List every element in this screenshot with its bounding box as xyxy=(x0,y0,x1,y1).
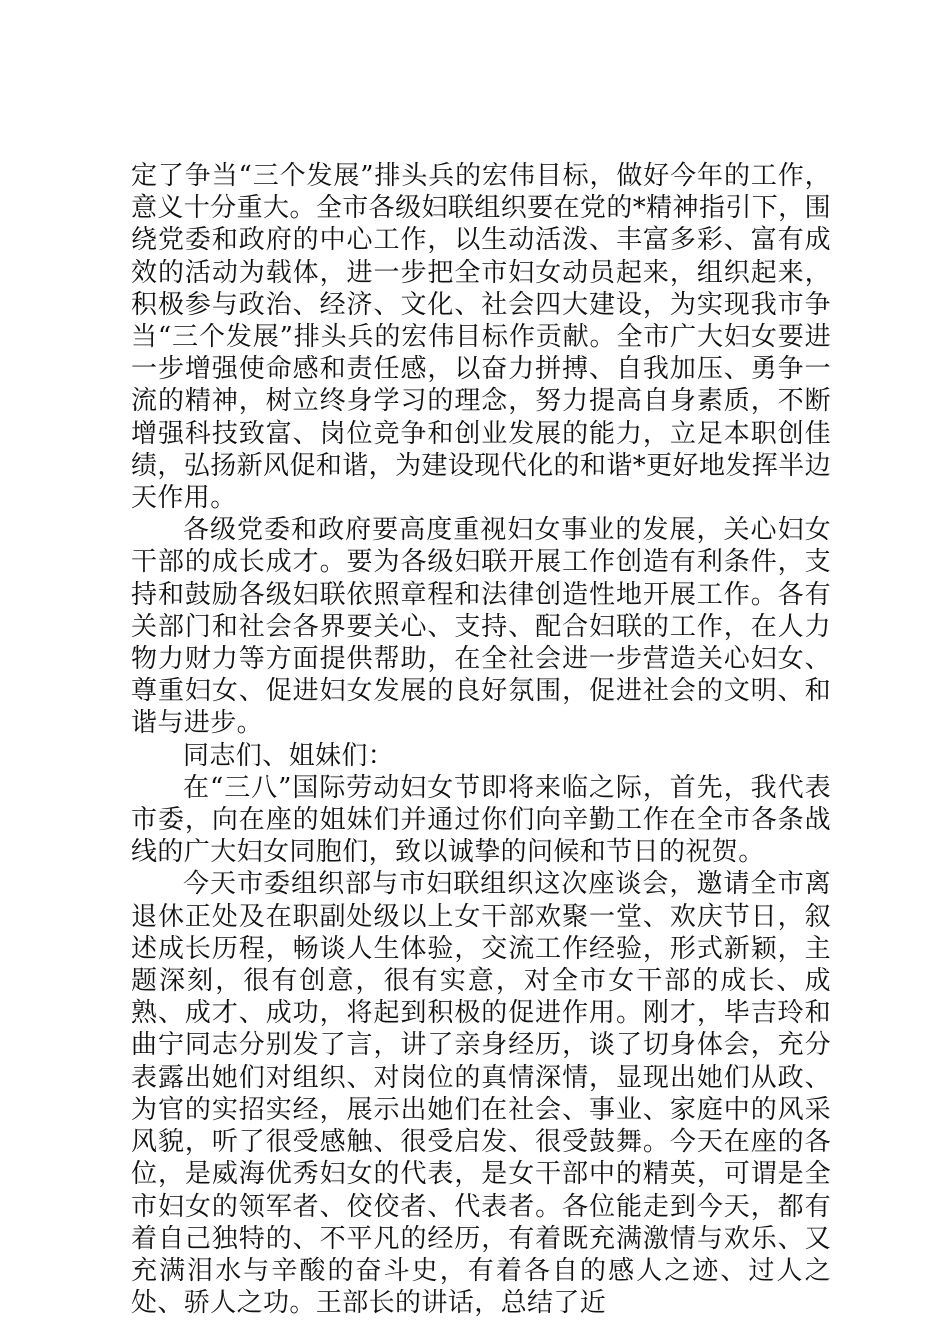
paragraph-3: 在“三八”国际劳动妇女节即将来临之际，首先，我代表市委，向在座的姐妹们并通过你们向辛勤工作在全市各条战线的广大妇女同胞们，致以诚挚的问候和节日的祝贺。 xyxy=(131,772,831,868)
document-body xyxy=(131,160,831,1319)
paragraph-4: 今天市委组织部与市妇联组织这次座谈会，邀请全市离退休正处及在职副处级以上女干部欢聚一堂、欢庆节日，叙述成长历程，畅谈人生体验，交流工作经验，形式新颖，主题深刻，很有创意，很有实意，对全市女干部的成长、成熟、成才、成功，将起到积极的促进作用。刚才，毕吉玲和曲宁同志分别发了言，讲了亲身经历，谈了切身体会，充分表露出她们对组织、对岗位的真情深情，显现出她们从政、为官的实招实经，展示出她们在社会、事业、家庭中的风采风貌，听了很受感触、很受启发、很受鼓舞。今天在座的各位，是威海优秀妇女的代表，是女干部中的精英，可谓是全市妇女的领军者、佼佼者、代表者。各位能走到今天，都有着自己独特的、不平凡的经历，有着既充满激情与欢乐、又充满泪水与辛酸的奋斗史，有着各自的感人之迹、过人之处、骄人之功。王部长的讲话，总结了近 xyxy=(131,869,831,1319)
paragraph-2: 各级党委和政府要高度重视妇女事业的发展，关心妇女干部的成长成才。要为各级妇联开展工作创造有利条件，支持和鼓励各级妇联依照章程和法律创造性地开展工作。各有关部门和社会各界要关心、支持、配合妇联的工作，在人力物力财力等方面提供帮助，在全社会进一步营造关心妇女、尊重妇女、促进妇女发展的良好氛围，促进社会的文明、和谐与进步。 xyxy=(131,515,831,739)
salutation: 同志们、姐妹们： xyxy=(183,740,395,771)
paragraph-1: 定了争当“三个发展”排头兵的宏伟目标，做好今年的工作，意义十分重大。全市各级妇联组织要在党的*精神指引下，围绕党委和政府的中心工作，以生动活泼、丰富多彩、富有成效的活动为载体，进一步把全市妇女动员起来，组织起来，积极参与政治、经济、文化、社会四大建设，为实现我市争当“三个发展”排头兵的宏伟目标作贡献。全市广大妇女要进一步增强使命感和责任感，以奋力拼搏、自我加压、勇争一流的精神，树立终身学习的理念，努力提高自身素质，不断增强科技致富、岗位竞争和创业发展的能力，立足本职创佳绩，弘扬新风促和谐，为建设现代化的和谐*更好地发挥半边天作用。 xyxy=(131,161,831,514)
